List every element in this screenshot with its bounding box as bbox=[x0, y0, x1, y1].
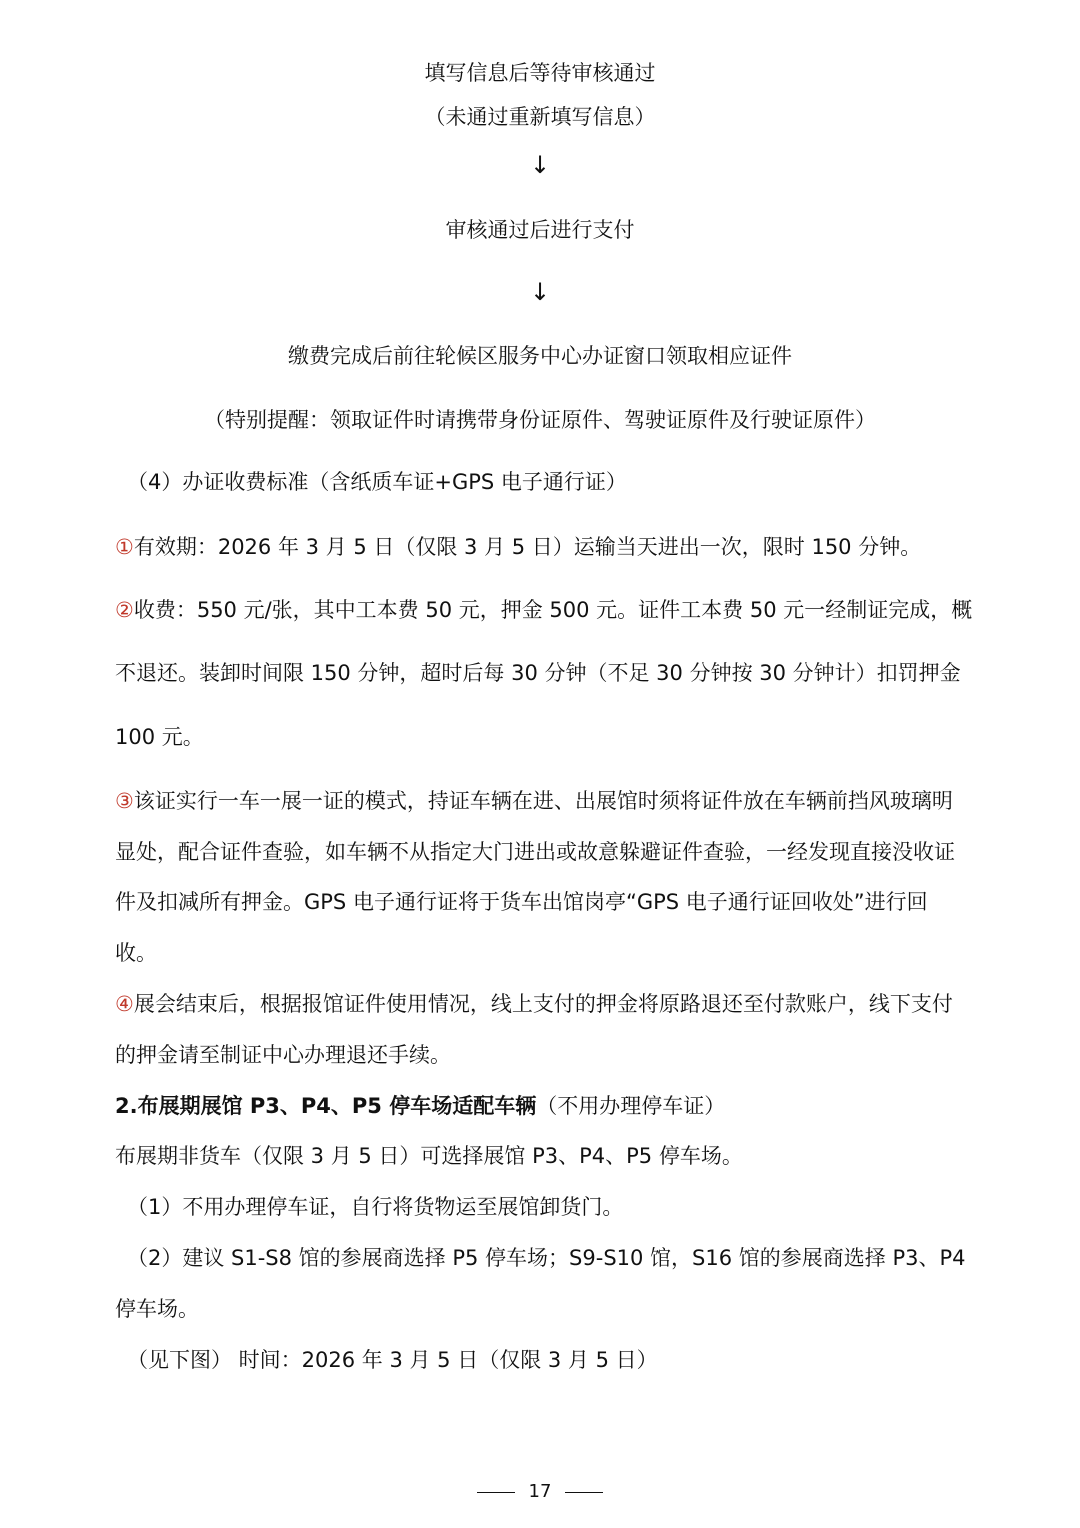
item-marker: ④ bbox=[115, 992, 134, 1016]
section-2-intro: 布展期非货车（仅限 3 月 5 日）可选择展馆 P3、P4、P5 停车场。 bbox=[115, 1144, 743, 1168]
fee-item-text: 该证实行一车一展一证的模式，持证车辆在进、出展馆时须将证件放在车辆前挡风玻璃明 bbox=[133, 789, 953, 813]
fee-item-charge bbox=[115, 595, 972, 625]
fee-item-text-continued: 不退还。装卸时间限 150 分钟，超时后每 30 分钟（不足 30 分钟按 30 分钟计）扣罚押金 bbox=[115, 661, 961, 685]
fee-item-validity bbox=[115, 532, 921, 562]
flow-step-fill-info: 填写信息后等待审核通过 bbox=[424, 61, 656, 85]
flow-step-collect-note: （特别提醒：领取证件时请携带身份证原件、驾驶证原件及行驶证原件） bbox=[204, 408, 876, 432]
page-footer bbox=[0, 1478, 1080, 1506]
fee-item-text-continued: 件及扣减所有押金。GPS 电子通行证将于货车出馆岗亭“GPS 电子通行证回收处”进行回 bbox=[115, 890, 928, 914]
footer-rule-right bbox=[565, 1492, 603, 1493]
fee-item-refund bbox=[115, 989, 953, 1019]
item-marker: ① bbox=[115, 535, 134, 559]
fee-item-text: 有效期：2026 年 3 月 5 日（仅限 3 月 5 日）运输当天进出一次，限时 150 分钟。 bbox=[133, 535, 922, 559]
fee-item-text-continued: 收。 bbox=[115, 941, 157, 965]
section-2-title-bold: 2.布展期展馆 P3、P4、P5 停车场适配车辆 bbox=[115, 1094, 537, 1118]
down-arrow-icon: ↓ bbox=[529, 151, 551, 179]
flow-step-payment: 审核通过后进行支付 bbox=[445, 218, 635, 242]
fee-item-rule bbox=[115, 786, 953, 816]
section-2-point-2-continued: 停车场。 bbox=[115, 1297, 199, 1321]
flow-step-collect-pass: 缴费完成后前往轮候区服务中心办证窗口领取相应证件 bbox=[288, 344, 792, 368]
section-2-title bbox=[115, 1091, 725, 1121]
page-number: 17 bbox=[528, 1481, 552, 1502]
section-2-see-below: （见下图） 时间：2026 年 3 月 5 日（仅限 3 月 5 日） bbox=[127, 1348, 658, 1372]
footer-rule-left bbox=[477, 1492, 515, 1493]
fee-item-text: 展会结束后，根据报馆证件使用情况，线上支付的押金将原路退还至付款账户，线下支付 bbox=[133, 992, 953, 1016]
item-marker: ③ bbox=[115, 789, 134, 813]
item-marker: ② bbox=[115, 598, 134, 622]
fee-item-text-continued: 100 元。 bbox=[115, 725, 204, 749]
section-2-point-1: （1）不用办理停车证，自行将货物运至展馆卸货门。 bbox=[127, 1195, 624, 1219]
section-2-point-2: （2）建议 S1-S8 馆的参展商选择 P5 停车场；S9-S10 馆，S16 馆的参展商选择 P3、P4 bbox=[127, 1246, 966, 1270]
flow-step-fill-info-note: （未通过重新填写信息） bbox=[424, 105, 656, 129]
fee-item-text-continued: 显处，配合证件查验，如车辆不从指定大门进出或故意躲避证件查验，一经发现直接没收证 bbox=[115, 840, 955, 864]
section-2-title-note: （不用办理停车证） bbox=[536, 1094, 726, 1118]
fee-item-text: 收费：550 元/张，其中工本费 50 元，押金 500 元。证件工本费 50 元一经制证完成，概 bbox=[133, 598, 973, 622]
fee-item-text-continued: 的押金请至制证中心办理退还手续。 bbox=[115, 1043, 451, 1067]
fee-standard-heading: （4）办证收费标准（含纸质车证+GPS 电子通行证） bbox=[127, 470, 627, 494]
down-arrow-icon: ↓ bbox=[529, 278, 551, 306]
